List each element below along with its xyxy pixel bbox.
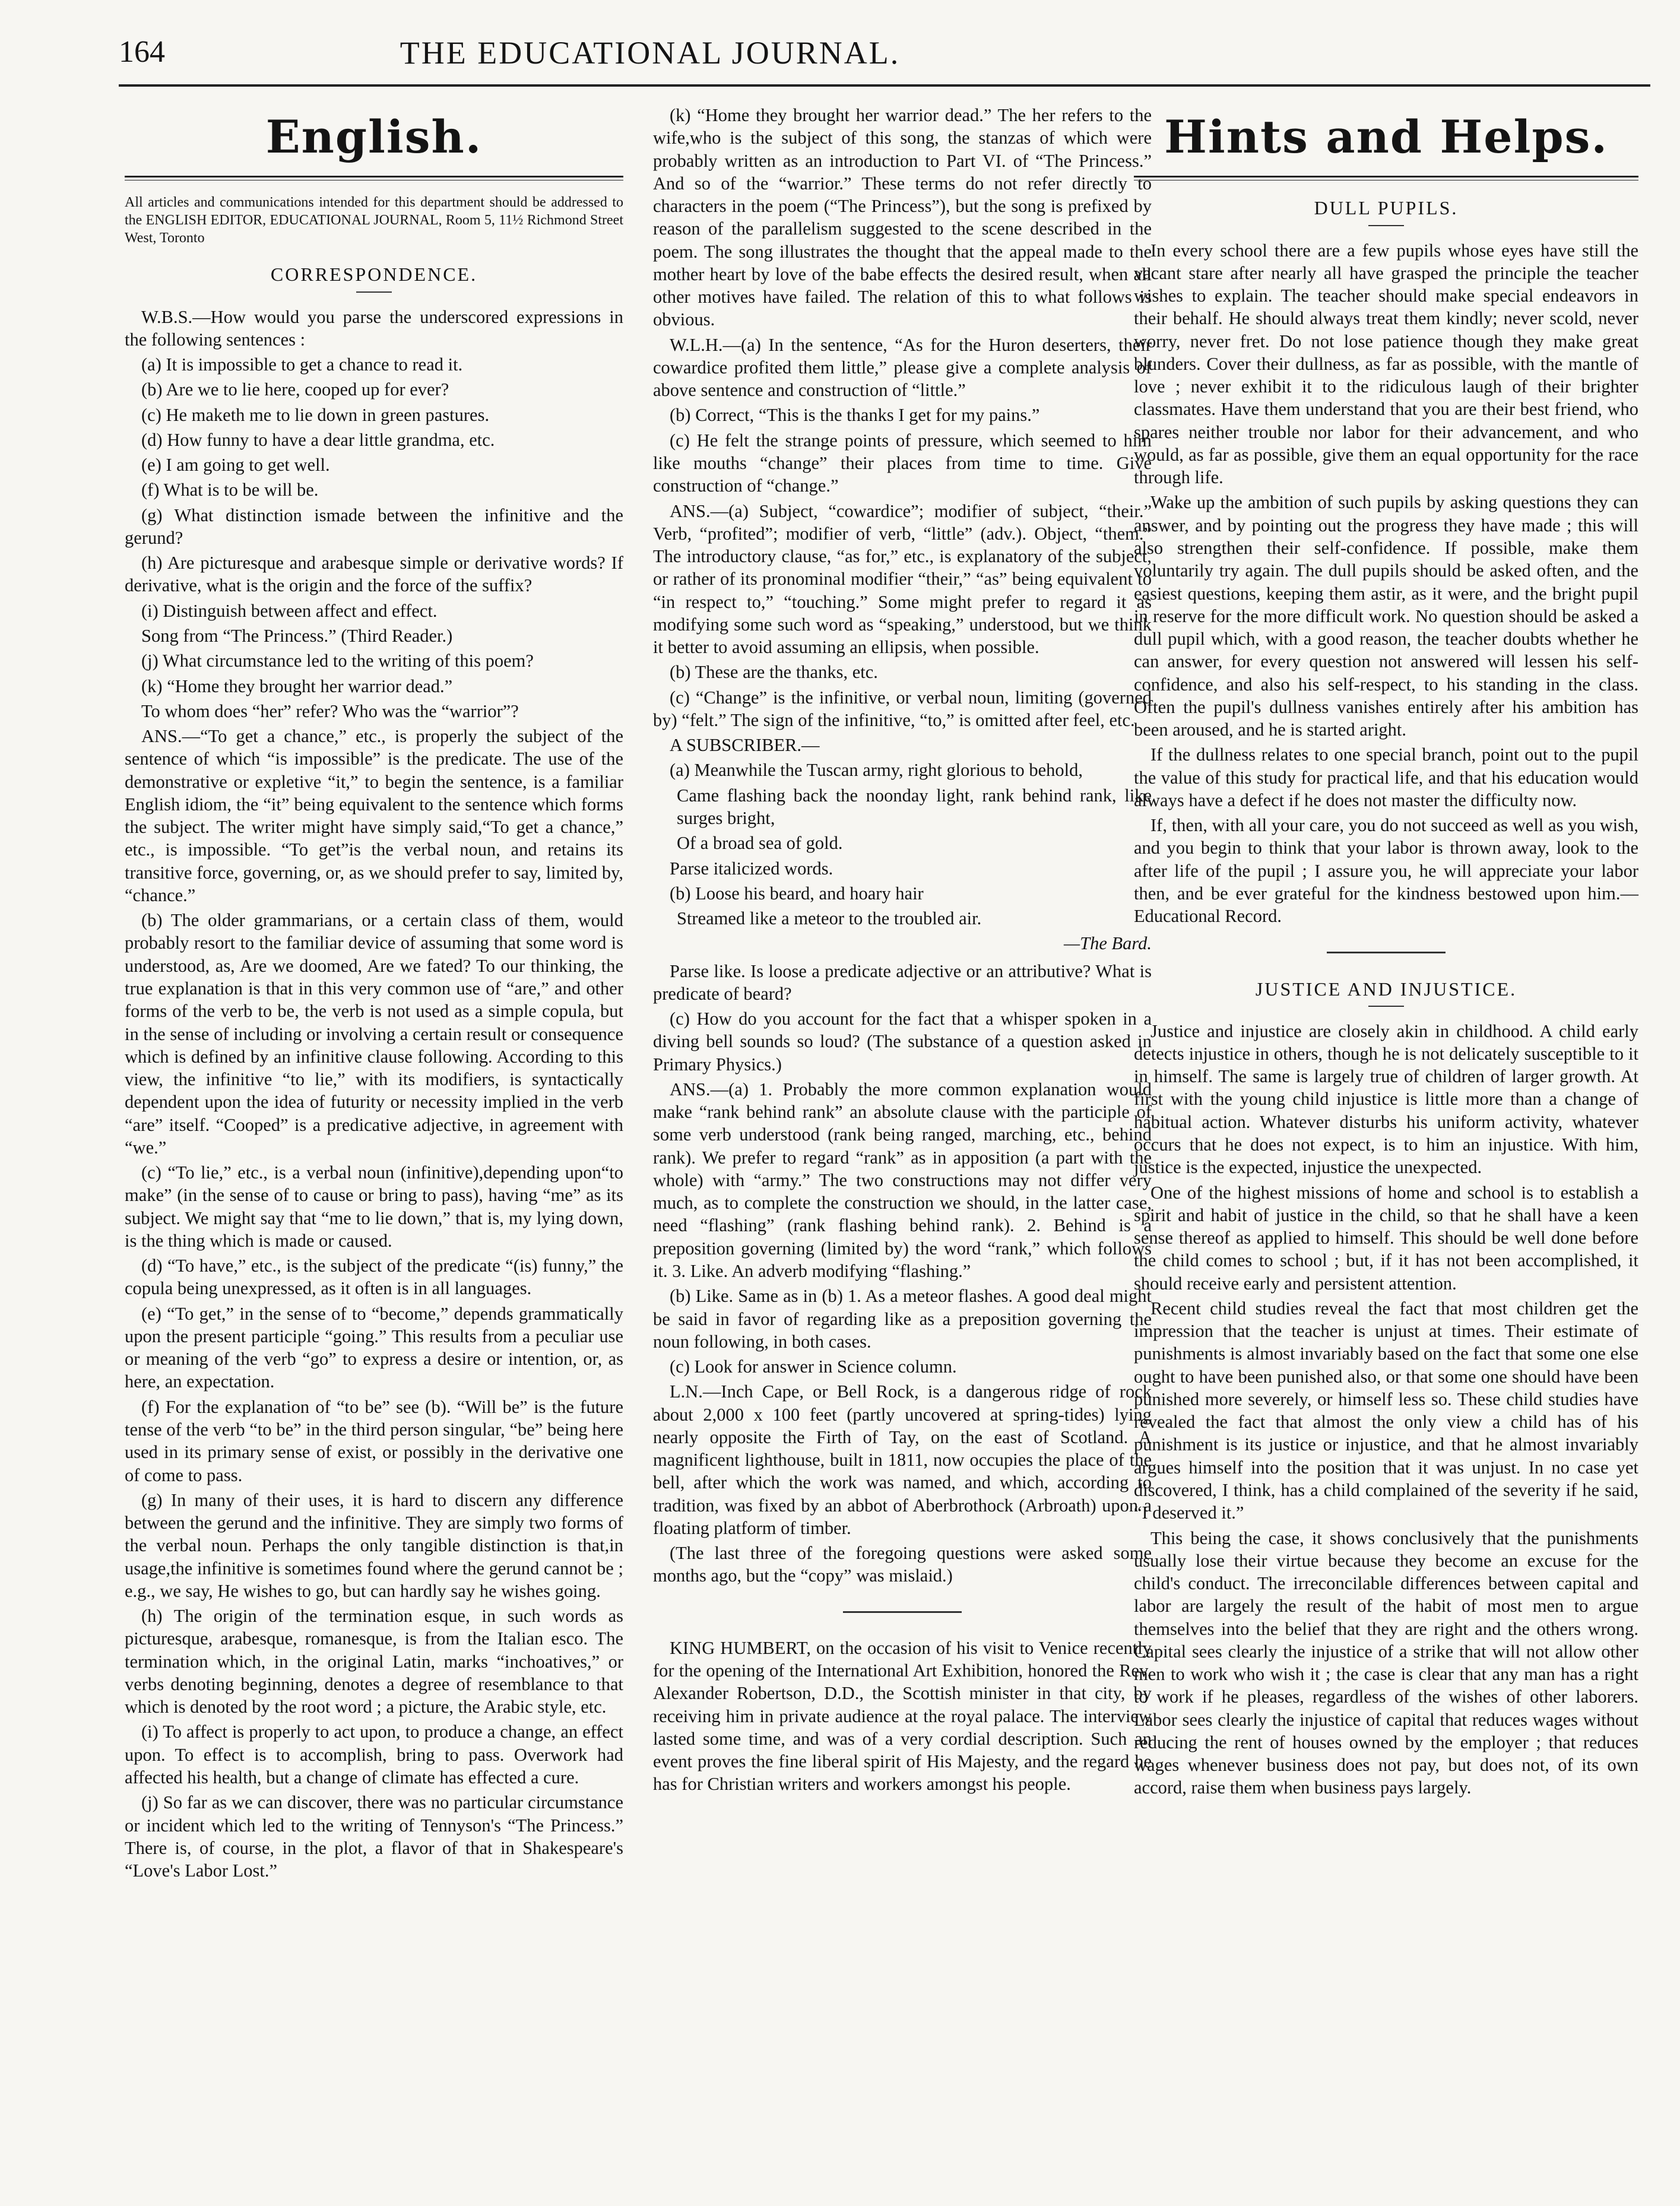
- paragraph: ANS.—(a) 1. Probably the more common explanation would make “rank behind rank” an absolute clause with the participle of some verb understood (rank being ranged, marching, etc., behind rank). We prefer to regard “rank” as in apposition (a part with the whole) with “army.” The two constructions may not differ very much, as to complete the construction we should, in the latter case, need “flashing” (rank flashing behind rank). 2. Behind is a preposition governing (limited by) the word “rank,” which follows it. 3. Like. An adverb modifying “flashing.”: [653, 1079, 1152, 1282]
- section-rule: [1368, 225, 1404, 226]
- page-header: [119, 30, 1181, 77]
- poem-line: Streamed like a meteor to the troubled air.: [677, 908, 982, 929]
- attribution: —The Bard.: [1064, 933, 1152, 954]
- paragraph: (d) “To have,” etc., is the subject of the predicate “(is) funny,” the copula being unexpressed, as it often is in all languages.: [125, 1256, 623, 1299]
- paragraph: (b) Correct, “This is the thanks I get for my pains.”: [670, 405, 1040, 426]
- paragraph: ANS.—“To get a chance,” etc., is properly the subject of the sentence of which “is impossible” is the predicate. The use of the demonstrative or expletive “it,” to begin the sentence, is a familiar English idiom, the “it” being equivalent to the sentence which forms the subject. The writer might have simply said,“To get a chance,” etc., is impossible. “To get”is the verbal noun, and retains its transitive force, governing, or, as we should prefer to say, limited by, “chance.”: [125, 726, 623, 905]
- paragraph: (b) Like. Same as in (b) 1. As a meteor flashes. A good deal might be said in favor of regarding like as a preposition governing the noun following, in both cases.: [653, 1286, 1152, 1352]
- department-rule: [1134, 176, 1638, 180]
- paragraph: (i) Distinguish between affect and effect.: [141, 600, 438, 621]
- english-column-continued: [653, 104, 1152, 1798]
- paragraph: (b) Loose his beard, and hoary hair: [670, 883, 924, 904]
- english-column: [125, 104, 623, 1884]
- paragraph: This being the case, it shows conclusively that the punishments usually lose their virtue because they become an excuse for the child's conduct. The irreconcilable differences between capital and labor are largely the result of the habit of most men to argue themselves into the belief that they are right and the others wrong. Capital sees clearly the injustice of a strike that will not allow other men to work who wish it ; the case is clear that any man has a right to work if he pleases, regardless of the wishes of other laborers. Labor sees clearly the injustice of capital that reduces wages without reducing the rent of houses owned by the employer ; that reduces wages whenever business does not pay, but does not, of its own accord, raise them when business pays largely.: [1134, 1527, 1638, 1798]
- paragraph: (a) Meanwhile the Tuscan army, right glorious to behold,: [670, 760, 1083, 781]
- page-number: 164: [119, 35, 165, 69]
- paragraph: (b) These are the thanks, etc.: [670, 662, 878, 683]
- paragraph: (g) What distinction ismade between the infinitive and the gerund?: [125, 505, 623, 548]
- paragraph: W.B.S.—How would you parse the underscored expressions in the following sentences :: [125, 306, 623, 350]
- correspondence-body-continued: [653, 104, 1152, 1587]
- paragraph: (f) For the explanation of “to be” see (b). “Will be” is the future tense of the verb “to be” in the third person singular, “be” being here used in its primary sense of exist, or possibly in the derivative one of come to pass.: [125, 1396, 623, 1485]
- paragraph: (j) What circumstance led to the writing of this poem?: [141, 651, 534, 671]
- paragraph: Justice and injustice are closely akin in childhood. A child early detects injustice in others, though he is not delicately susceptible to it in himself. The same is largely true of children of larger growth. At first with the young child injustice is little more than a change of habitual action. Whatever disturbs his uniform activity, whatever occurs that he does not expect, is to him an injustice. With him, justice is the expected, injustice the unexpected.: [1134, 1020, 1638, 1178]
- article-separator: [1327, 952, 1446, 953]
- paragraph: (c) He felt the strange points of pressure, which seemed to him like mouths “change” their places from time to time. Give construction of “change.”: [653, 430, 1152, 496]
- paragraph: (a) It is impossible to get a chance to read it.: [141, 354, 463, 375]
- paragraph: ANS.—(a) Subject, “cowardice”; modifier of subject, “their.” Verb, “profited”; modifier of verb, “little” (adv.). Object, “them.” The introductory clause, “as for,” etc., is explanatory of the subject, or rather of its pronominal modifier “their,” “as” being equivalent to “in respect to,” “touching.” Some might prefer to regard it as modifying some such word as “speaking,” understood, but we think it better to avoid assuming an ellipsis, when possible.: [653, 500, 1152, 658]
- dull-pupils-body: [1134, 239, 1638, 928]
- correspondence-heading: CORRESPONDENCE.: [270, 264, 478, 286]
- paragraph: Wake up the ambition of such pupils by asking questions they can answer, and by pointing out the progress they have made ; this will also strengthen their self-confidence. If possible, make them voluntarily try again. The dull pupils should be asked often, and the easiest questions, keeping them astir, as it were, and the bright pupil in reserve for the more difficult work. No question should be asked a dull pupil which, with a good reason, the teacher doubts whether he can answer, for every question not answered will lessen his self-confidence, and also his self-respect, to his standing in the class. Often the pupil's dullness vanishes entirely after his ambition has been aroused, and he is started aright.: [1134, 492, 1638, 740]
- paragraph: (e) I am going to get well.: [141, 455, 330, 476]
- paragraph: (c) He maketh me to lie down in green pastures.: [141, 404, 490, 425]
- header-rule: [119, 84, 1650, 87]
- paragraph: If the dullness relates to one special branch, point out to the pupil the value of this study for practical life, and that his education would always have a defect if he does not master the difficulty now.: [1134, 744, 1638, 810]
- english-department-title: English.: [265, 110, 483, 163]
- section-rule: [1368, 1006, 1404, 1007]
- paragraph: A SUBSCRIBER.—: [670, 735, 820, 756]
- paragraph: (g) In many of their uses, it is hard to discern any difference between the gerund and the infinitive. They are simply two forms of the verbal noun. Perhaps the only tangible distinction is that,in usage,the infinitive is sometimes found where the gerund cannot be ; e.g., we say, He wishes to go, but can hardly say he wishes going.: [125, 1489, 623, 1601]
- paragraph: (f) What is to be will be.: [141, 480, 319, 500]
- poem-line: Came flashing back the noonday light, rank behind rank, like surges bright,: [677, 785, 1152, 828]
- correspondence-body: [125, 306, 623, 1882]
- paragraph: (c) Look for answer in Science column.: [670, 1356, 957, 1377]
- poem-line: Of a broad sea of gold.: [677, 833, 843, 854]
- paragraph: (c) “To lie,” etc., is a verbal noun (infinitive),depending upon“to make” (in the sense of to cause or bring to pass), having “me” as its subject. We might say that “me to lie down,” that is, my lying down, is the thing which is made or caused.: [125, 1162, 623, 1251]
- king-humbert-paragraph: KING HUMBERT, on the occasion of his visit to Venice recently for the opening of the International Art Exhibition, honored the Rev. Alexander Robertson, D.D., the Scottish minister in that city, by receiving him in private audience at the royal palace. The interview lasted some time, and was of a very cordial description. Such an event proves the fine liberal spirit of His Majesty, and the regard he has for Christian writers and workers amongst his people.: [653, 1637, 1152, 1795]
- paragraph: W.L.H.—(a) In the sentence, “As for the Huron deserters, their cowardice profited them little,” please give a complete analysis of above sentence and construction of “little.”: [653, 334, 1152, 401]
- paragraph: (b) Are we to lie here, cooped up for ever?: [141, 379, 449, 400]
- paragraph: (h) The origin of the termination esque, in such words as picturesque, arabesque, romanesque, is from the Italian esco. The termination which, in the original Latin, marks “inchoatives,” or verbs denoting beginning, denotes a degree of resemblance to that which is denoted by the root word ; a picture, the Arabic style, etc.: [125, 1606, 623, 1717]
- paragraph: (e) “To get,” in the sense of to “become,” depends grammatically upon the present participle “going.” This results from a peculiar use or meaning of the verb “go” to express a desire or intention, or, as here, an expectation.: [125, 1303, 623, 1392]
- paragraph: (k) “Home they brought her warrior dead.” The her refers to the wife,who is the subject of this song, the stanzas of which were probably written as an introduction to Part VI. of “The Princess.” And so of the “warrior.” These terms do not refer directly to characters in the poem (“The Princess”), but the song is prefixed by reason of the parallelism suggested to the scene described in the poem. The song illustrates the thought that the appeal made to the mother heart by love of the babe effects the desired result, when all other motives have failed. The relation of this to what follows is obvious.: [653, 105, 1152, 330]
- hints-and-helps-title: Hints and Helps.: [1164, 110, 1608, 163]
- editor-note: All articles and communications intended for this department should be addressed to the ENGLISH EDITOR, EDUCATIONAL JOURNAL, Room 5, 11½ Richmond Street West, Toronto: [125, 195, 623, 246]
- paragraph: (i) To affect is properly to act upon, to produce a change, an effect upon. To effect is to accomplish, bring to pass. Overwork had affected his health, but a change of climate has effected a cure.: [125, 1722, 623, 1787]
- hints-and-helps-column: [1134, 104, 1638, 1802]
- paragraph: (c) “Change” is the infinitive, or verbal noun, limiting (governed by) “felt.” The sign of the infinitive, “to,” is omitted after feel, etc.: [653, 687, 1152, 730]
- department-rule: [125, 176, 623, 180]
- paragraph: (The last three of the foregoing questions were asked some months ago, but the “copy” was mislaid.): [653, 1543, 1152, 1586]
- paragraph: (c) How do you account for the fact that a whisper spoken in a diving bell sounds so loud? (The substance of a question asked in Primary Physics.): [653, 1009, 1152, 1075]
- paragraph: Parse italicized words.: [670, 858, 833, 879]
- section-rule: [356, 291, 392, 293]
- paragraph: Song from “The Princess.” (Third Reader.): [141, 625, 453, 646]
- paragraph: In every school there are a few pupils whose eyes have still the vacant stare after nearly all have grasped the principle the teacher wishes to explain. The teacher should make special endeavors in their behalf. He should always treat them kindly; never scold, never worry, never fret. Do not lose patience though they make great blunders. Cover their dullness, as far as possible, with the mantle of love ; never exhibit it to the ridiculous laugh of their brighter classmates. Have them understand that you are their best friend, who spares neither trouble nor labor for their advancement, and who would, as far as possible, give them an equal opportunity for the race through life.: [1134, 240, 1638, 488]
- paragraph: L.N.—Inch Cape, or Bell Rock, is a dangerous ridge of rock about 2,000 x 100 feet (partly uncovered at spring-tides) lying nearly opposite the Firth of Tay, on the east of Scotland. A magnificent lighthouse, built in 1811, now occupies the place of the bell, after which the work was named, and which, according to tradition, was fixed by an abbot of Aberbrothock (Arbroath) upon a floating platform of timber.: [653, 1381, 1152, 1538]
- justice-body: [1134, 1020, 1638, 1799]
- paragraph: (j) So far as we can discover, there was no particular circumstance or incident which led to the writing of Tennyson's “The Princess.” There is, of course, in the plot, a flavor of that in Shakespeare's “Love's Labor Lost.”: [125, 1792, 623, 1881]
- paragraph: (h) Are picturesque and arabesque simple or derivative words? If derivative, what is the origin and the force of the suffix?: [125, 553, 623, 596]
- paragraph: To whom does “her” refer? Who was the “warrior”?: [141, 701, 519, 721]
- running-title: THE EDUCATIONAL JOURNAL.: [400, 35, 901, 71]
- paragraph: Parse like. Is loose a predicate adjective or an attributive? What is predicate of beard?: [653, 961, 1152, 1004]
- paragraph: (k) “Home they brought her warrior dead.”: [141, 676, 453, 696]
- paragraph: Recent child studies reveal the fact that most children get the impression that the teacher is unjust at times. Their estimate of punishments is almost invariably based on the fact that some one else ought to have been punished also, or that some one should have been punished more severely, or himself less so. These child studies have revealed the fact that almost the only view a child has of his punishment is its justice or injustice, and that he almost invariably argues himself into the position that it was unjust. In no case yet discovered, I think, has a child complained of the severity if he said, “I deserved it.”: [1134, 1298, 1638, 1523]
- paragraph: (b) The older grammarians, or a certain class of them, would probably resort to the familiar device of assuming that some word is understood, as, Are we doomed, Are we fated? To our thinking, the true explanation is that in this very common use of “are,” and other forms of the verb to be, the verb is not used as a simple copula, but in the sense of including or involving a certain result or consequence which is defined by an infinitive clause following. According to this view, the infinitive “to lie,” with its modifiers, is syntactically dependent upon the idea of futurity or necessity implied in the verb “are” itself. “Cooped” is a predicative adjective, in agreement with “we.”: [125, 910, 623, 1158]
- article-separator: [843, 1611, 962, 1613]
- paragraph: If, then, with all your care, you do not succeed as well as you wish, and you begin to think that your labor is thrown away, look to the after life of the pupil ; I assure you, he will appreciate your labor then, and be ever grateful for the kindness bestowed upon him.—Educational Record.: [1134, 815, 1638, 927]
- paragraph: (d) How funny to have a dear little grandma, etc.: [141, 429, 495, 450]
- paragraph: One of the highest missions of home and school is to establish a spirit and habit of justice in the child, so that he shall have a keen sense thereof as applied to himself. This should be well done before the child comes to school ; but, if it has not been accomplished, it should receive early and persistent attention.: [1134, 1182, 1638, 1294]
- justice-heading: JUSTICE AND INJUSTICE.: [1255, 978, 1517, 1000]
- dull-pupils-heading: DULL PUPILS.: [1314, 197, 1459, 219]
